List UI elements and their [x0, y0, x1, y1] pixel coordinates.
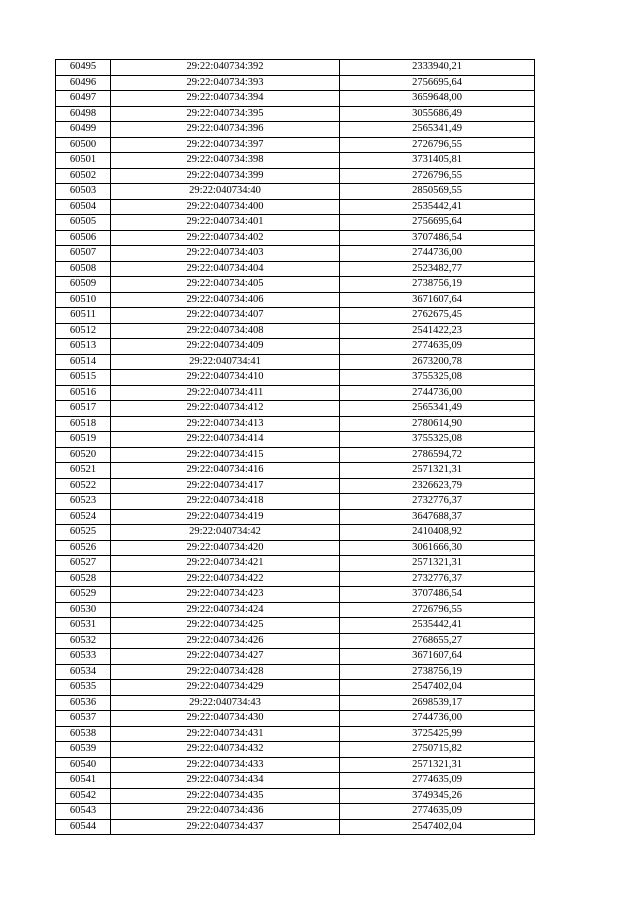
cadastral-number-cell: 29:22:040734:420 — [111, 540, 340, 556]
cadastral-number-cell: 29:22:040734:427 — [111, 649, 340, 665]
row-number-cell: 60509 — [56, 277, 111, 293]
table-row — [56, 819, 535, 835]
table-row — [56, 153, 535, 169]
row-number-cell: 60503 — [56, 184, 111, 200]
row-number-cell: 60513 — [56, 339, 111, 355]
row-number-cell: 60500 — [56, 137, 111, 153]
cadastral-number-cell: 29:22:040734:399 — [111, 168, 340, 184]
table-row — [56, 463, 535, 479]
cadastral-number-cell: 29:22:040734:433 — [111, 757, 340, 773]
table-row — [56, 447, 535, 463]
value-cell: 2698539,17 — [340, 695, 535, 711]
cadastral-number-cell: 29:22:040734:402 — [111, 230, 340, 246]
row-number-cell: 60519 — [56, 432, 111, 448]
row-number-cell: 60504 — [56, 199, 111, 215]
value-cell: 2535442,41 — [340, 618, 535, 634]
table-row — [56, 618, 535, 634]
table-row — [56, 540, 535, 556]
table-row — [56, 664, 535, 680]
cadastral-number-cell: 29:22:040734:412 — [111, 401, 340, 417]
value-cell: 2571321,31 — [340, 757, 535, 773]
table-row — [56, 556, 535, 572]
cadastral-number-cell: 29:22:040734:418 — [111, 494, 340, 510]
cadastral-number-cell: 29:22:040734:425 — [111, 618, 340, 634]
row-number-cell: 60533 — [56, 649, 111, 665]
value-cell: 2547402,04 — [340, 680, 535, 696]
value-cell: 3749345,26 — [340, 788, 535, 804]
table-row — [56, 122, 535, 138]
value-cell: 3707486,54 — [340, 587, 535, 603]
table-row — [56, 773, 535, 789]
cadastral-number-cell: 29:22:040734:393 — [111, 75, 340, 91]
row-number-cell: 60518 — [56, 416, 111, 432]
value-cell: 2732776,37 — [340, 571, 535, 587]
cadastral-number-cell: 29:22:040734:407 — [111, 308, 340, 324]
table-row — [56, 571, 535, 587]
cadastral-number-cell: 29:22:040734:434 — [111, 773, 340, 789]
value-cell: 2726796,55 — [340, 602, 535, 618]
cadastral-number-cell: 29:22:040734:428 — [111, 664, 340, 680]
cadastral-number-cell: 29:22:040734:432 — [111, 742, 340, 758]
value-cell: 3671607,64 — [340, 649, 535, 665]
row-number-cell: 60530 — [56, 602, 111, 618]
cadastral-number-cell: 29:22:040734:395 — [111, 106, 340, 122]
value-cell: 2768655,27 — [340, 633, 535, 649]
value-cell: 2738756,19 — [340, 277, 535, 293]
row-number-cell: 60499 — [56, 122, 111, 138]
cadastral-number-cell: 29:22:040734:43 — [111, 695, 340, 711]
cadastral-number-cell: 29:22:040734:40 — [111, 184, 340, 200]
cadastral-number-cell: 29:22:040734:413 — [111, 416, 340, 432]
table-row — [56, 525, 535, 541]
value-cell: 2726796,55 — [340, 168, 535, 184]
cadastral-number-cell: 29:22:040734:424 — [111, 602, 340, 618]
table-row — [56, 711, 535, 727]
table-body — [56, 60, 535, 835]
table-row — [56, 168, 535, 184]
cadastral-number-cell: 29:22:040734:400 — [111, 199, 340, 215]
row-number-cell: 60510 — [56, 292, 111, 308]
cadastral-number-cell: 29:22:040734:41 — [111, 354, 340, 370]
value-cell: 2726796,55 — [340, 137, 535, 153]
cadastral-number-cell: 29:22:040734:401 — [111, 215, 340, 231]
row-number-cell: 60512 — [56, 323, 111, 339]
value-cell: 2780614,90 — [340, 416, 535, 432]
value-cell: 2774635,09 — [340, 804, 535, 820]
row-number-cell: 60498 — [56, 106, 111, 122]
cadastral-number-cell: 29:22:040734:397 — [111, 137, 340, 153]
table-row — [56, 75, 535, 91]
row-number-cell: 60507 — [56, 246, 111, 262]
row-number-cell: 60514 — [56, 354, 111, 370]
row-number-cell: 60508 — [56, 261, 111, 277]
table-row — [56, 230, 535, 246]
cadastral-number-cell: 29:22:040734:392 — [111, 60, 340, 76]
table-row — [56, 261, 535, 277]
row-number-cell: 60529 — [56, 587, 111, 603]
value-cell: 2744736,00 — [340, 385, 535, 401]
table-row — [56, 742, 535, 758]
value-cell: 3671607,64 — [340, 292, 535, 308]
cadastral-number-cell: 29:22:040734:408 — [111, 323, 340, 339]
row-number-cell: 60517 — [56, 401, 111, 417]
cadastral-number-cell: 29:22:040734:415 — [111, 447, 340, 463]
table-row — [56, 602, 535, 618]
cadastral-number-cell: 29:22:040734:437 — [111, 819, 340, 835]
row-number-cell: 60524 — [56, 509, 111, 525]
value-cell: 2673200,78 — [340, 354, 535, 370]
table-row — [56, 323, 535, 339]
row-number-cell: 60521 — [56, 463, 111, 479]
table-row — [56, 432, 535, 448]
table-row — [56, 385, 535, 401]
row-number-cell: 60531 — [56, 618, 111, 634]
row-number-cell: 60535 — [56, 680, 111, 696]
value-cell: 3755325,08 — [340, 432, 535, 448]
table-row — [56, 91, 535, 107]
value-cell: 2565341,49 — [340, 401, 535, 417]
value-cell: 2523482,77 — [340, 261, 535, 277]
table-row — [56, 292, 535, 308]
value-cell: 3061666,30 — [340, 540, 535, 556]
cadastral-number-cell: 29:22:040734:414 — [111, 432, 340, 448]
table-row — [56, 215, 535, 231]
cadastral-number-cell: 29:22:040734:394 — [111, 91, 340, 107]
row-number-cell: 60540 — [56, 757, 111, 773]
row-number-cell: 60522 — [56, 478, 111, 494]
table-row — [56, 199, 535, 215]
row-number-cell: 60538 — [56, 726, 111, 742]
cadastral-number-cell: 29:22:040734:421 — [111, 556, 340, 572]
value-cell: 2738756,19 — [340, 664, 535, 680]
row-number-cell: 60543 — [56, 804, 111, 820]
value-cell: 2547402,04 — [340, 819, 535, 835]
value-cell: 2774635,09 — [340, 773, 535, 789]
table-row — [56, 788, 535, 804]
value-cell: 2541422,23 — [340, 323, 535, 339]
table-row — [56, 633, 535, 649]
value-cell: 2786594,72 — [340, 447, 535, 463]
cadastral-number-cell: 29:22:040734:431 — [111, 726, 340, 742]
cadastral-number-cell: 29:22:040734:42 — [111, 525, 340, 541]
value-cell: 2850569,55 — [340, 184, 535, 200]
value-cell: 2571321,31 — [340, 463, 535, 479]
row-number-cell: 60506 — [56, 230, 111, 246]
table-row — [56, 339, 535, 355]
value-cell: 2774635,09 — [340, 339, 535, 355]
value-cell: 2333940,21 — [340, 60, 535, 76]
value-cell: 2762675,45 — [340, 308, 535, 324]
cadastral-number-cell: 29:22:040734:416 — [111, 463, 340, 479]
table-row — [56, 106, 535, 122]
row-number-cell: 60525 — [56, 525, 111, 541]
table-row — [56, 757, 535, 773]
table-row — [56, 370, 535, 386]
value-cell: 2732776,37 — [340, 494, 535, 510]
row-number-cell: 60515 — [56, 370, 111, 386]
cadastral-number-cell: 29:22:040734:396 — [111, 122, 340, 138]
row-number-cell: 60516 — [56, 385, 111, 401]
cadastral-number-cell: 29:22:040734:406 — [111, 292, 340, 308]
row-number-cell: 60532 — [56, 633, 111, 649]
value-cell: 2571321,31 — [340, 556, 535, 572]
value-cell: 3707486,54 — [340, 230, 535, 246]
table-row — [56, 494, 535, 510]
value-cell: 3647688,37 — [340, 509, 535, 525]
row-number-cell: 60520 — [56, 447, 111, 463]
row-number-cell: 60523 — [56, 494, 111, 510]
cadastral-number-cell: 29:22:040734:419 — [111, 509, 340, 525]
cadastral-number-cell: 29:22:040734:429 — [111, 680, 340, 696]
table-row — [56, 509, 535, 525]
table-row — [56, 60, 535, 76]
value-cell: 2744736,00 — [340, 711, 535, 727]
value-cell: 2326623,79 — [340, 478, 535, 494]
value-cell: 3755325,08 — [340, 370, 535, 386]
table-row — [56, 726, 535, 742]
cadastral-number-cell: 29:22:040734:426 — [111, 633, 340, 649]
value-cell: 2744736,00 — [340, 246, 535, 262]
row-number-cell: 60534 — [56, 664, 111, 680]
table-row — [56, 184, 535, 200]
cadastral-number-cell: 29:22:040734:430 — [111, 711, 340, 727]
row-number-cell: 60496 — [56, 75, 111, 91]
row-number-cell: 60501 — [56, 153, 111, 169]
cadastral-number-cell: 29:22:040734:405 — [111, 277, 340, 293]
row-number-cell: 60536 — [56, 695, 111, 711]
value-cell: 2750715,82 — [340, 742, 535, 758]
value-cell: 2535442,41 — [340, 199, 535, 215]
value-cell: 3055686,49 — [340, 106, 535, 122]
cadastral-number-cell: 29:22:040734:435 — [111, 788, 340, 804]
cadastral-number-cell: 29:22:040734:423 — [111, 587, 340, 603]
value-cell: 2410408,92 — [340, 525, 535, 541]
table-row — [56, 804, 535, 820]
row-number-cell: 60497 — [56, 91, 111, 107]
row-number-cell: 60542 — [56, 788, 111, 804]
cadastral-number-cell: 29:22:040734:409 — [111, 339, 340, 355]
table-row — [56, 401, 535, 417]
row-number-cell: 60541 — [56, 773, 111, 789]
row-number-cell: 60539 — [56, 742, 111, 758]
table-row — [56, 680, 535, 696]
cadastral-number-cell: 29:22:040734:436 — [111, 804, 340, 820]
cadastral-number-cell: 29:22:040734:398 — [111, 153, 340, 169]
table-row — [56, 354, 535, 370]
value-cell: 2756695,64 — [340, 75, 535, 91]
table-row — [56, 246, 535, 262]
value-cell: 3731405,81 — [340, 153, 535, 169]
cadastral-number-cell: 29:22:040734:411 — [111, 385, 340, 401]
row-number-cell: 60502 — [56, 168, 111, 184]
cadastral-number-cell: 29:22:040734:404 — [111, 261, 340, 277]
row-number-cell: 60544 — [56, 819, 111, 835]
cadastral-value-table — [55, 59, 535, 835]
row-number-cell: 60528 — [56, 571, 111, 587]
value-cell: 2756695,64 — [340, 215, 535, 231]
row-number-cell: 60537 — [56, 711, 111, 727]
table-row — [56, 137, 535, 153]
value-cell: 2565341,49 — [340, 122, 535, 138]
row-number-cell: 60495 — [56, 60, 111, 76]
table-row — [56, 695, 535, 711]
value-cell: 3659648,00 — [340, 91, 535, 107]
table-row — [56, 649, 535, 665]
cadastral-number-cell: 29:22:040734:403 — [111, 246, 340, 262]
cadastral-number-cell: 29:22:040734:417 — [111, 478, 340, 494]
table-row — [56, 416, 535, 432]
table-row — [56, 478, 535, 494]
value-cell: 3725425,99 — [340, 726, 535, 742]
row-number-cell: 60526 — [56, 540, 111, 556]
row-number-cell: 60511 — [56, 308, 111, 324]
row-number-cell: 60527 — [56, 556, 111, 572]
table-row — [56, 587, 535, 603]
row-number-cell: 60505 — [56, 215, 111, 231]
cadastral-number-cell: 29:22:040734:410 — [111, 370, 340, 386]
cadastral-number-cell: 29:22:040734:422 — [111, 571, 340, 587]
table-row — [56, 277, 535, 293]
table-row — [56, 308, 535, 324]
